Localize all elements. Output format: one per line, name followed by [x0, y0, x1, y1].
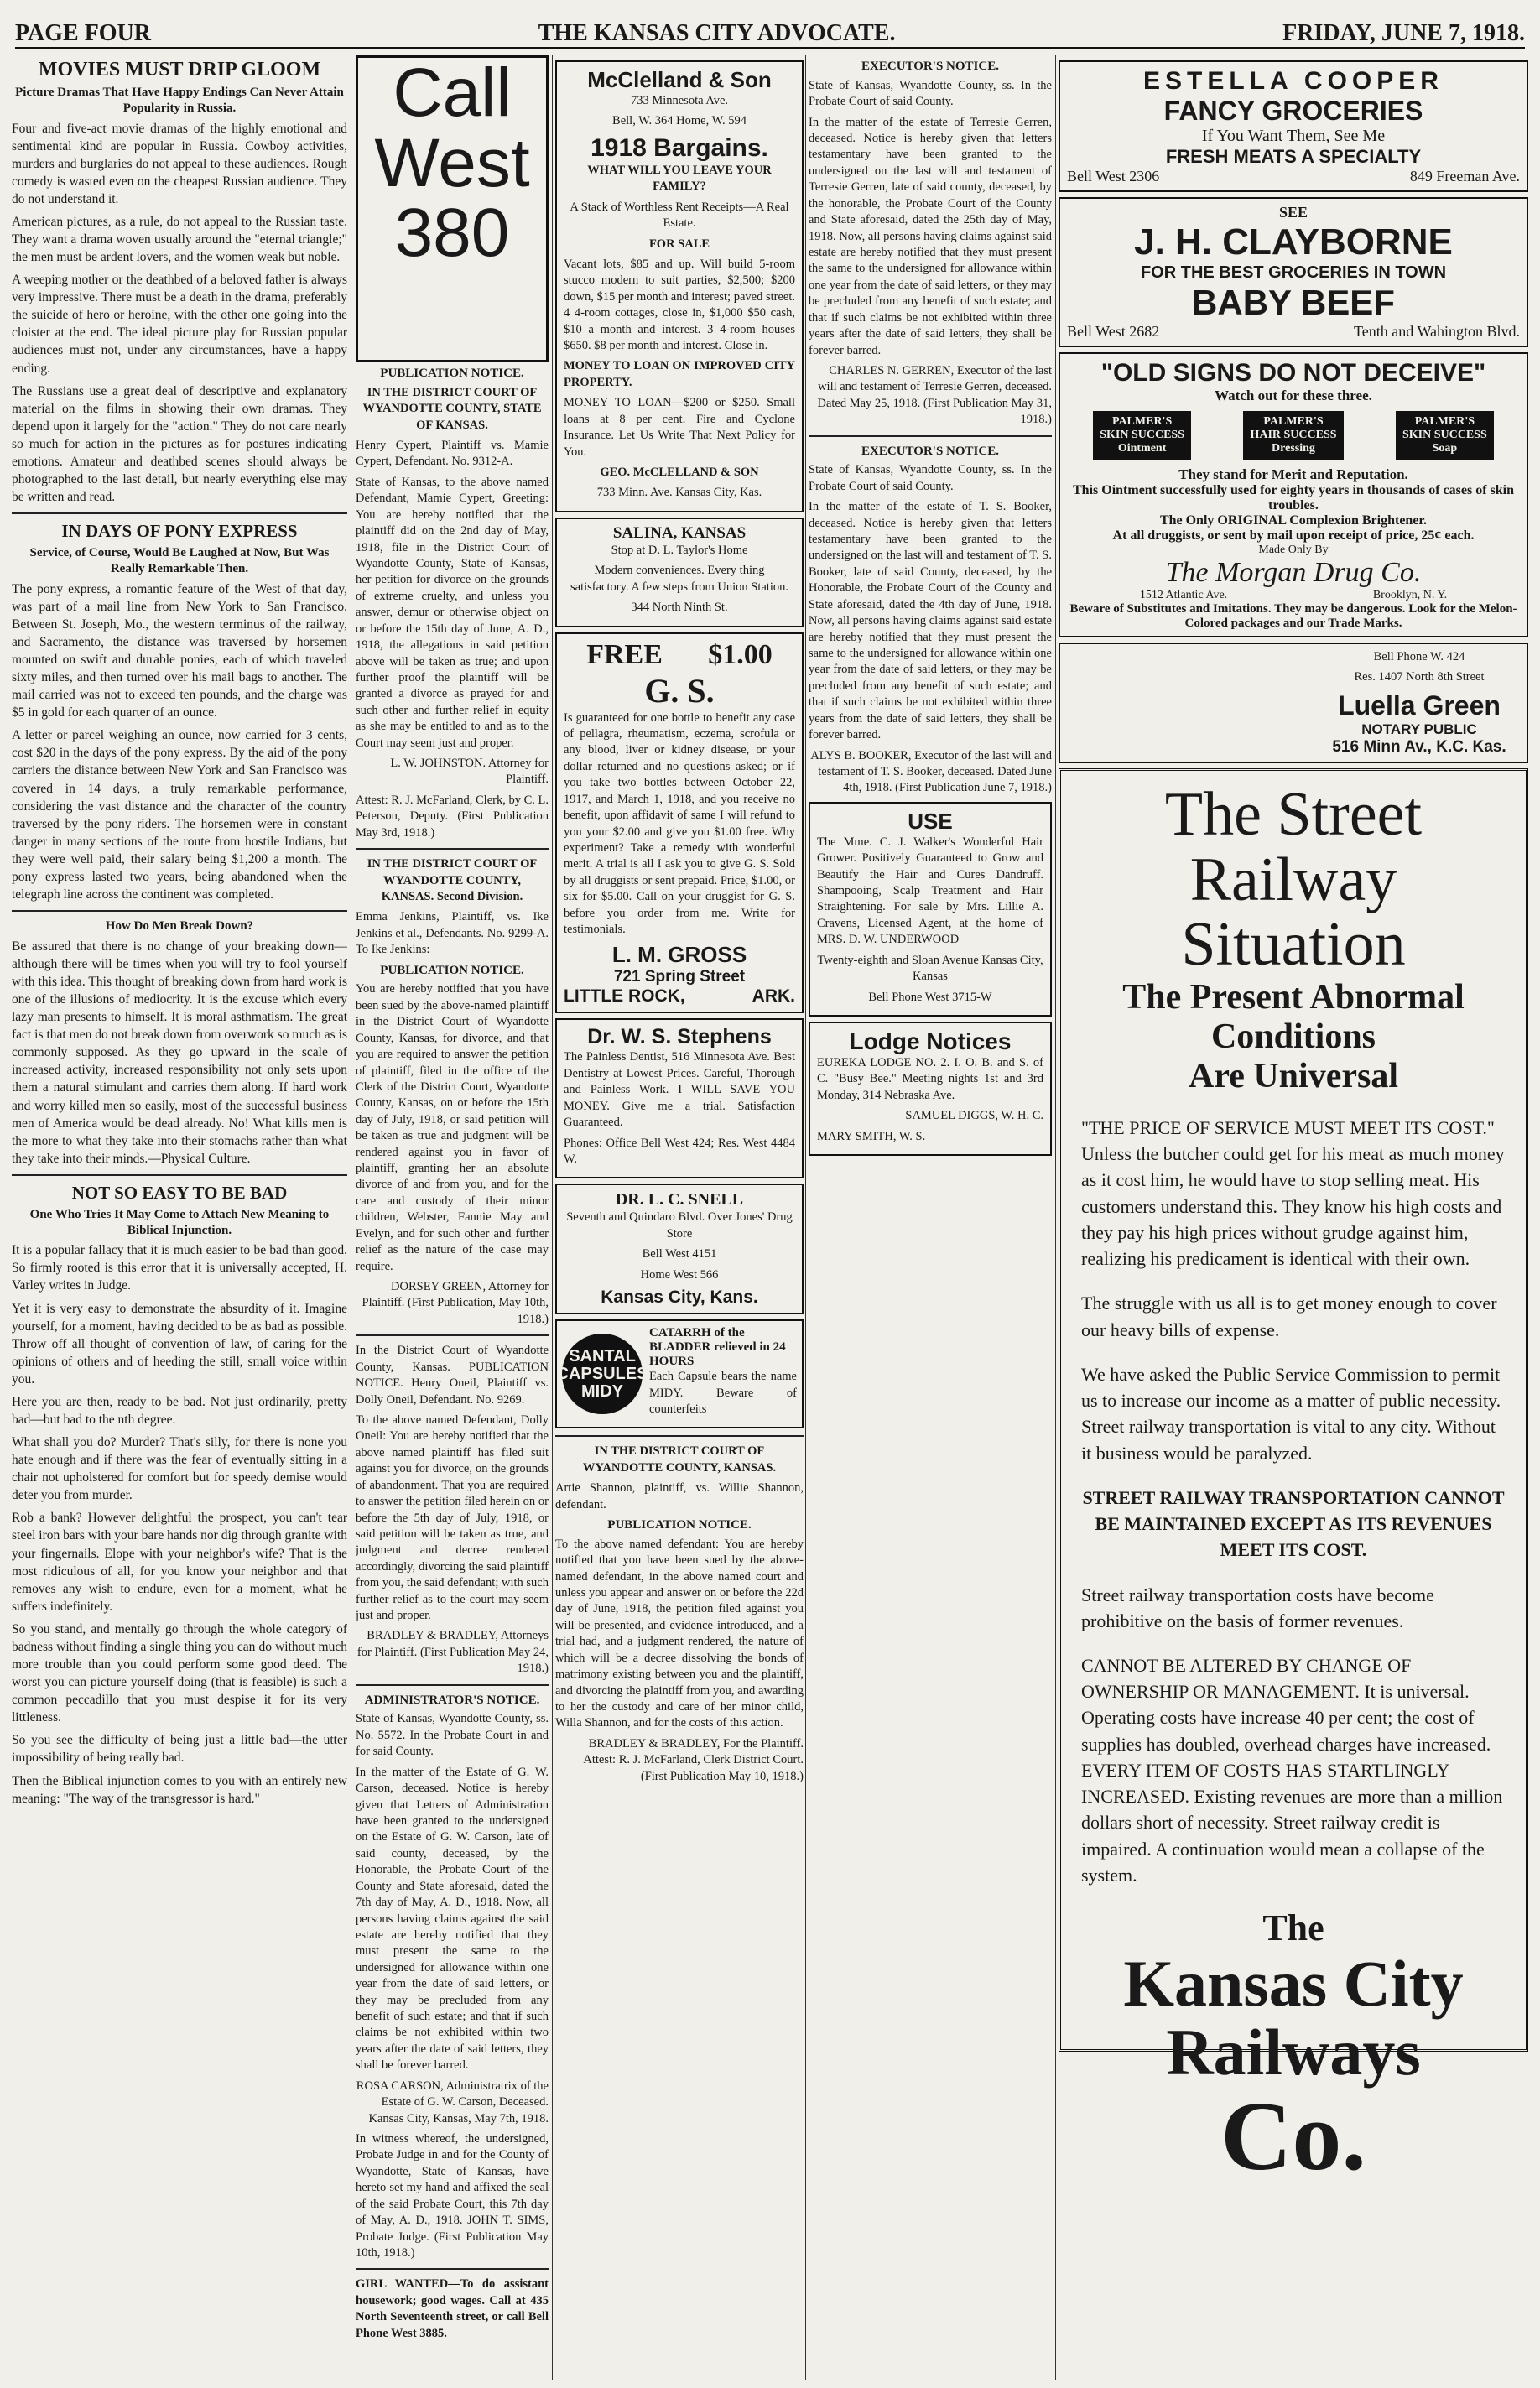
- badge-brand: PALMER'S: [1414, 415, 1475, 428]
- notice-body: In the matter of the estate of Terresie Gerren, deceased. Notice is hereby given that letters testamentary have been granted to the undersigned on the last will and testament of Terresie Gerren, late of said county, deceased, by the honorable, the Probate Court of the County and State aforesaid, dated the 25th day of May, 1918. Now, all persons having claims against said estate are hereby notified that they must present the same to the undersigned for allowance within one year from the date of said letters, or they may be precluded from any benefit of such estate; and that if such claims be not exhibited within three years after the date of said letters, they shall be forever barred.: [809, 115, 1052, 357]
- notice-court: State of Kansas, Wyandotte County, ss. In the Probate Court of said County.: [809, 463, 1052, 493]
- divider: [12, 1174, 347, 1176]
- article-paragraph: The pony express, a romantic feature of the West of that day, was part of a mail line from New York to San Francisco. Between St. Joseph, Mo., the western terminus of the railway, and Sacramento, the distance was traversed by horsemen mounted on swift and durable ponies, each of which traveled sixty miles, and then turned over his mail bags to another. The mail carried was not to exceed ten pounds, and the charge was $5 in gold for each quarter of an ounce.: [12, 581, 347, 721]
- column-3: [555, 55, 804, 2380]
- badge-brand: PALMER'S: [1263, 415, 1324, 428]
- article-paragraph: The Russians use a great deal of descriptive and explanatory material on the films in showing their own dramas. They depend upon it largely for the "action." They do not care nearly so much for action in the pictures as for postures indicating emotions. Amateur and deathbed scenes should always be photographed to the last detail, but nearly everything else may be written and read.: [12, 383, 347, 505]
- ad-maker: The Morgan Drug Co.: [1165, 557, 1422, 588]
- article-paragraph: What shall you do? Murder? That's silly, for there is none you hate enough and if there was the fear of eventually sitting in a chair not upholstered for comfort but for speedy demise would deter you from murder.: [12, 1435, 347, 1503]
- notice-attorney: BRADLEY & BRADLEY, For the Plaintiff. Attest: R. J. McFarland, Clerk District Court. (First Publication May 10, 1918.): [583, 1736, 804, 1783]
- article-paragraph: It is a popular fallacy that it is much easier to be bad than good. So firmly rooted is this error that it is universally accepted, H. Varley writes in Judge.: [12, 1243, 347, 1293]
- column-1: [12, 55, 347, 2380]
- lodge-body: EUREKA LODGE NO. 2. I. O. B. and S. of C. "Busy Bee." Meeting nights 1st and 3rd Monday, 314 Nebraska Ave.: [817, 1056, 1043, 1102]
- ad-title: DR. L. C. SNELL: [615, 1190, 744, 1210]
- ad-signature-article: The: [1262, 1907, 1324, 1949]
- article-headline: NOT SO EASY TO BE BAD: [71, 1182, 288, 1203]
- notice-heading: PUBLICATION NOTICE.: [380, 963, 524, 977]
- ad-title: McClelland & Son: [587, 67, 772, 92]
- ad-prefix: SEE: [1278, 204, 1308, 221]
- column-2: [356, 55, 549, 2380]
- article-headline: How Do Men Break Down?: [105, 919, 254, 934]
- ad-tagline: Watch out for these three.: [1215, 388, 1372, 403]
- ad-tagline: If You Want Them, See Me: [1201, 127, 1386, 145]
- ad-headline: USE: [908, 808, 953, 834]
- notice-body: In the matter of the Estate of G. W. Carson, deceased. Notice is hereby given that Letters of Administration have been granted to the undersigned on the Estate of G. W. Carson, late of said county, deceased, by the Honorable, the Probate Court of the County and State aforesaid, dated the 7th day of May, A. D., 1918. Now, all persons having claims against the said estate are hereby notified that they must present the same to the undersigned for allowance within one year from the date of said letters, or they may be precluded from any benefit of such estate; and that if such claims be not exhibited within two years after the date of said letters, they shall be forever barred.: [356, 1765, 549, 2073]
- badge-product: HAIR SUCCESS: [1250, 429, 1337, 441]
- column-rule: [1055, 55, 1056, 2380]
- ad-line: At all druggists, or sent by mail upon receipt of price, 25¢ each.: [1112, 528, 1475, 543]
- column-rule: [805, 55, 806, 2380]
- badge-product: SKIN SUCCESS: [1100, 429, 1184, 441]
- ad-product: G. S.: [644, 671, 715, 710]
- notice-parties: Artie Shannon, plaintiff, vs. Willie Shannon, defendant.: [555, 1481, 804, 1511]
- notice-court: State of Kansas, Wyandotte County, ss. No. 5572. In the Probate Court in and for said County.: [356, 1712, 549, 1759]
- ad-signature: Kansas City Railways: [1123, 1947, 1464, 2089]
- hair-success-dressing-badge: [1243, 411, 1343, 460]
- ad-address: Tenth and Wahington Blvd.: [1354, 323, 1520, 340]
- divider: [356, 2268, 549, 2270]
- ad-title: ESTELLA COOPER: [1143, 67, 1444, 95]
- estella-cooper-ad: [1059, 60, 1528, 192]
- notice-heading: ADMINISTRATOR'S NOTICE.: [364, 1693, 540, 1707]
- ad-line: They stand for Merit and Reputation.: [1178, 466, 1408, 482]
- ad-address: Seventh and Quindaro Blvd. Over Jones' Drug Store: [566, 1210, 793, 1241]
- santal-ad: [555, 1319, 804, 1428]
- column-4: [809, 55, 1052, 2380]
- ad-subtitle: Stop at D. L. Taylor's Home: [611, 543, 748, 557]
- ad-headline: BABY BEEF: [1192, 283, 1395, 322]
- notice-witness: In witness whereof, the undersigned, Probate Judge in and for the County of Wyandotte, State of Kansas, have hereto set my hand and affixed the seal of the said Probate Court, this 7th day of May, A. D., 1918. JOHN T. SIMS, Probate Judge. (First Publication May 10th, 1918.): [356, 2132, 549, 2260]
- badge-type: Soap: [1432, 442, 1458, 455]
- ad-paragraph: The struggle with us all is to get money enough to cover our heavy bills of expense.: [1081, 1293, 1497, 1340]
- ad-body: The Painless Dentist, 516 Minnesota Ave. Best Dentistry at Lowest Prices. Careful, Thorough and Painless Work. I WILL SAVE YOU MONEY. Give me a trial. Satisfaction Guaranteed.: [564, 1050, 795, 1130]
- divider: [12, 910, 347, 912]
- palmers-ad: [1059, 352, 1528, 637]
- ad-residence: Res. 1407 North 8th Street: [1354, 670, 1485, 684]
- ad-body: Is guaranteed for one bottle to benefit any case of pellagra, rheumatism, eczema, scrofula or any blood, liver or kidney disease, or your dollar returned and no questions asked; or if you take two bottles between October 22, 1917, and March 1, 1918, and you receive no benefit, upon affidavit of same I will refund to you your $2.00 and give you $1.00 free. Why experiment? Take a remedy with wonderful merit. A trial is all I ask you to give G. S. Sold by all druggists or sent prepaid. Price, $1.00, or six for $5.00. Call on your druggist for G. S. before you order from me. Write for testimonials.: [564, 710, 795, 937]
- ad-body: Modern conveniences. Every thing satisfactory. A few steps from Union Station.: [570, 564, 789, 594]
- ad-tagline: A Stack of Worthless Rent Receipts—A Real Estate.: [570, 200, 789, 231]
- article-paragraph: So you see the difficulty of being just a little bad—the utter impossibility of being really bad.: [12, 1733, 347, 1766]
- call-west-line-2: West: [374, 124, 530, 201]
- ad-for-sale: FOR SALE: [648, 237, 710, 251]
- ad-subtitle: Are Universal: [1188, 1056, 1398, 1095]
- ad-signature: L. M. GROSS: [611, 942, 747, 968]
- lodge-notices: [809, 1022, 1052, 1156]
- ad-phone: Bell West 4151: [642, 1247, 717, 1262]
- clayborne-ad: [1059, 197, 1528, 347]
- ad-phones: Phones: Office Bell West 424; Res. West 4484 W.: [564, 1136, 795, 1166]
- ad-paragraph: STREET RAILWAY TRANSPORTATION CANNOT BE MAINTAINED EXCEPT AS ITS REVENUES MEET ITS COST.: [1082, 1486, 1505, 1561]
- article-paragraph: Then the Biblical injunction comes to you with an entirely new meaning: "The way of the transgressor is hard.": [12, 1773, 347, 1806]
- ad-paragraph: "THE PRICE OF SERVICE MUST MEET ITS COST." Unless the butcher could get for his meat as much money as it cost him, he would have to stop selling meat. His customers understand this. They know his high costs and they pay his high prices without grudge against him, realizing his predicament is identical with their own.: [1081, 1117, 1505, 1270]
- street-railway-ad: [1059, 768, 1528, 2191]
- ad-title: J. H. CLAYBORNE: [1134, 221, 1453, 263]
- article-headline: MOVIES MUST DRIP GLOOM: [38, 59, 321, 81]
- article-paragraph: So you stand, and mentally go through the whole category of badness without finding a single thing you can do without much more trouble than you could perform some good deed. The worst you can picture yourself doing (that is feasible) is such a common peccadillo that you must despise it for its very littleness.: [12, 1621, 347, 1725]
- snell-ad: [555, 1184, 804, 1314]
- column-rule: [552, 55, 553, 2380]
- notice-body: In the matter of the estate of T. S. Booker, deceased. Notice is hereby given that letters testamentary have been granted to the undersigned on the last will and testament of T. S. Booker, late of said County, deceased, by the Honorable, the Probate Court of the County and State aforesaid, dated the 4th day of June, 1918. Now, all persons having claims against said estate are hereby notified that they must present the same to the undersigned for allowance within one year from the date of said letters, or they may be precluded from any benefit of such estate; and that if such claims be not exhibited within three years from the date of said letters, they shall be forever barred.: [809, 500, 1052, 742]
- santal-logo-icon: SANTAL CAPSULES MIDY: [562, 1334, 643, 1414]
- ad-address: 516 Minn Av., K.C. Kas.: [1332, 737, 1506, 756]
- notice-signature: CHARLES N. GERREN, Executor of the last will and testament of Terresie Gerren, deceased. Dated May 25, 1918. (First Publication May 31, 1918.): [817, 363, 1052, 427]
- ad-state: ARK.: [752, 986, 795, 1007]
- issue-date: FRIDAY, JUNE 7, 1918.: [1282, 20, 1525, 46]
- ad-question: WHAT WILL YOU LEAVE YOUR FAMILY?: [587, 163, 772, 194]
- ad-loans-detail: MONEY TO LOAN—$200 or $250. Small loans at 8 per cent. Fire and Cyclone Insurance. Let Us Write That Next Policy for You.: [564, 396, 795, 459]
- ad-price: $1.00: [708, 638, 773, 670]
- ad-city: Brooklyn, N. Y.: [1372, 589, 1448, 601]
- ad-line: The Only ORIGINAL Complexion Brightener.: [1159, 513, 1428, 528]
- ad-address: 733 Minn. Ave. Kansas City, Kas.: [596, 486, 762, 500]
- article-paragraph: Yet it is very easy to demonstrate the absurdity of it. Imagine yourself, for a moment, having decided to be as bad as possible. Throw off all thought of convention of law, of caring for the opinions of others and of heeding the still, small voice within you.: [12, 1301, 347, 1386]
- article-paragraph: Be assured that there is no change of your breaking down—although there will be times when you will try to fool yourself with this idea. This thought of breaking down from hard work is one of the illusions of mediocrity. It is the excuse which every lazy man presents to himself. It is moral asthmatism. The great fact is that men do not break down from overwork so much as is commonly supposed. As they go upward in the scale of increased activity, increased responsibility not only sets upon them a natural stimulant and carries them along. If hard work and worry killed men so easily, most of the successful business men of America would be dead already. No! What kills men is the more to what they take into their stomachs rather than what they take into their minds.—Physical Culture.: [12, 939, 347, 1166]
- notice-court: State of Kansas, Wyandotte County, ss. In the Probate Court of said County.: [809, 78, 1052, 109]
- ad-signature: GEO. McCLELLAND & SON: [600, 466, 759, 480]
- badge-product: SKIN SUCCESS: [1402, 429, 1487, 441]
- article-paragraph: Four and five-act movie dramas of the highly emotional and sentimental kind are popular in Russia. Cowboy activities, murders and burglaries do not appeal to these audiences. Rough comedy is wasted even on the cheapest Russian audience. They do not understand it.: [12, 121, 347, 206]
- ad-headline: CATARRH of the BLADDER relieved in 24 HOURS: [649, 1326, 786, 1369]
- ad-free: FREE: [586, 638, 663, 670]
- badge-brand: PALMER'S: [1111, 415, 1173, 428]
- walker-ad: [809, 802, 1052, 1017]
- ad-subtitle: The Present Abnormal Conditions: [1122, 977, 1465, 1056]
- notice-signature: ROSA CARSON, Administratrix of the Estate of G. W. Carson, Deceased. Kansas City, Kansas, May 7th, 1918.: [356, 2078, 549, 2125]
- newspaper-title: THE KANSAS CITY ADVOCATE.: [538, 20, 896, 46]
- notice-body: To the above named defendant: You are hereby notified that you have been sued by the above-named defendant, in the above named court and unless you appear and answer on or before the 22d day of June, 1918, the petition filed against you will be presented, and evidence introduced, and a trial had, and a judgment rendered, the nature of which will be a decree dissolving the bonds of matrimony existing between you and the plaintiff, and divorcing the plaintiff from you, and awarding to her the custody and care of her minor child, Willa Shannon, and for the costs of this action.: [555, 1537, 804, 1730]
- article-headline: IN DAYS OF PONY EXPRESS: [61, 521, 298, 542]
- ad-address: 849 Freeman Ave.: [1409, 168, 1520, 185]
- ad-loans: MONEY TO LOAN ON IMPROVED CITY PROPERTY.: [564, 359, 795, 389]
- ad-phone: Bell West 2682: [1067, 323, 1160, 340]
- notice-attorney: BRADLEY & BRADLEY, Attorneys for Plaintiff. (First Publication May 24, 1918.): [356, 1629, 549, 1676]
- ad-phone: Home West 566: [640, 1267, 719, 1282]
- badge-type: Ointment: [1117, 442, 1167, 455]
- notice-court: In the District Court of Wyandotte County, Kansas. PUBLICATION NOTICE. Henry Oneil, Plaintiff vs. Dolly Oneil, Defendant. No. 9269.: [356, 1344, 549, 1407]
- skin-success-ointment-badge: [1093, 411, 1191, 460]
- notice-heading: EXECUTOR'S NOTICE.: [861, 60, 999, 73]
- ad-city: LITTLE ROCK,: [564, 986, 685, 1007]
- article-subhead: One Who Tries It May Come to Attach New Meaning to Biblical Injunction.: [29, 1207, 330, 1237]
- notice-court: IN THE DISTRICT COURT OF WYANDOTTE COUNTY, KANSAS. Second Division.: [367, 857, 538, 903]
- ad-title: Luella Green: [1338, 689, 1501, 721]
- notice-body: To the above named Defendant, Dolly Oneil: You are hereby notified that the above named plaintiff has filed suit against you for divorce, on the grounds of abandonment. That you are required to answer the petition filed herein on or before the 5th day of July, 1918, or said petition will be taken as true, and judgment and decree rendered accordingly, divorcing the said plaintiff from you, the said defendant; with such further relief as to the court may seem just and proper.: [356, 1413, 549, 1623]
- notice-attorney: DORSEY GREEN, Attorney for Plaintiff. (First Publication, May 10th, 1918.): [362, 1280, 549, 1326]
- divider: [356, 848, 549, 850]
- ad-address: 1512 Atlantic Ave.: [1139, 589, 1228, 601]
- call-west-line-1: Call: [393, 55, 512, 131]
- notice-signature: ALYS B. BOOKER, Executor of the last will and testament of T. S. Booker, deceased. Dated June 4th, 1918. (First Publication June 7, 1918.): [810, 748, 1052, 795]
- notice-court: IN THE DISTRICT COURT OF WYANDOTTE COUNTY, STATE OF KANSAS.: [362, 385, 542, 432]
- ad-title: The Street Railway Situation: [1164, 779, 1423, 980]
- want-ad: GIRL WANTED—To do assistant housework; good wages. Call at 435 North Seventeenth street, or call Bell Phone West 3885.: [356, 2277, 549, 2340]
- ad-paragraph: CANNOT BE ALTERED BY CHANGE OF OWNERSHIP OR MANAGEMENT. It is universal. Operating costs have increase 40 per cent; the cost of supplies has doubled, overhead charges have increased. EVERY ITEM OF COSTS HAS STARTLINGLY INCREASED. Existing revenues are more than a million dollars short of necessity. Street railway credit is impaired. A continuation would mean a collapse of the system.: [1081, 1654, 1503, 1886]
- lodge-title: Lodge Notices: [849, 1028, 1012, 1055]
- ad-address: 344 North Ninth St.: [631, 601, 728, 615]
- article-subhead: Service, of Course, Would Be Laughed at Now, But Was Really Remarkable Then.: [29, 546, 330, 575]
- ad-address: 733 Minnesota Ave.: [630, 94, 729, 107]
- ad-city: Kansas City, Kans.: [601, 1288, 758, 1308]
- ad-warning: Beware of Substitutes and Imitations. They may be dangerous. Look for the Melon-Colored packages and our Trade Marks.: [1069, 602, 1517, 630]
- ad-paragraph: Street railway transportation costs have become prohibitive on the basis of former revenues.: [1081, 1584, 1434, 1631]
- call-west-ad: [356, 55, 549, 362]
- notice-parties: Emma Jenkins, Plaintiff, vs. Ike Jenkins et al., Defendants. No. 9299-A. To Ike Jenkins:: [356, 910, 549, 957]
- ad-phone: Bell Phone W. 424: [1373, 650, 1465, 663]
- free-gs-ad: [555, 632, 804, 1014]
- page-number: PAGE FOUR: [15, 20, 152, 46]
- ad-line: This Ointment successfully used for eighty years in thousands of cases of skin troubles.: [1073, 483, 1514, 512]
- ad-headline: "OLD SIGNS DO NOT DECEIVE": [1100, 359, 1486, 387]
- ad-specialty: FRESH MEATS A SPECIALTY: [1165, 146, 1422, 167]
- article-paragraph: American pictures, as a rule, do not appeal to the Russian taste. They want a drama woven usually around the "eternal triangle;" the men must be ardent lovers, and the women weak but noble.: [12, 214, 347, 265]
- ad-phones: Bell, W. 364 Home, W. 594: [612, 114, 747, 128]
- ad-subtitle: NOTARY PUBLIC: [1361, 721, 1477, 737]
- ad-address: 721 Spring Street: [613, 968, 746, 986]
- article-paragraph: A weeping mother or the deathbed of a beloved father is always very impressive. There must be a death in the drama, preferably the suicide of hero or heroine, with the other one going into the cloister at the end. The ideal picture play for Russian popular audiences must not, under any circumstances, have a happy ending.: [12, 273, 347, 376]
- call-west-number: 380: [394, 195, 510, 272]
- notice-attorney: L. W. JOHNSTON. Attorney for Plaintiff.: [390, 757, 549, 787]
- mcclelland-ad: [555, 60, 804, 512]
- notice-heading: EXECUTOR'S NOTICE.: [861, 444, 999, 458]
- notice-attest: Attest: R. J. McFarland, Clerk, by C. L. Peterson, Deputy. (First Publication May 3rd, 1918.): [356, 793, 549, 840]
- ad-headline: FANCY GROCERIES: [1163, 96, 1423, 126]
- skin-success-soap-badge: [1396, 411, 1494, 460]
- notice-court: IN THE DISTRICT COURT OF WYANDOTTE COUNTY, KANSAS.: [582, 1444, 777, 1475]
- notice-body: State of Kansas, to the above named Defendant, Mamie Cypert, Greeting: You are hereby notified that the plaintiff did on the 2nd day of May, 1918, file in the District Court of Wyandotte County, State of Kansas, her petition for divorce on the grounds of extreme cruelty, and unless you answer, demur or otherwise object on or before the 15th day of June, A. D., 1918, the allegations in said petition above will be taken as true; and upon further proof the plaintiff will be granted a divorce as prayed for and such other and further relief in equity as she may be entitled to and as to the Court may seem just and proper.: [356, 475, 549, 750]
- ad-body: Each Capsule bears the name MIDY. Beware of counterfeits: [649, 1370, 797, 1416]
- notice-heading: PUBLICATION NOTICE.: [607, 1518, 752, 1532]
- stephens-ad: [555, 1018, 804, 1178]
- ad-line: Made Only By: [1258, 544, 1329, 556]
- article-paragraph: Rob a bank? However delightful the prospect, you can't tear steel iron bars with your bare hands nor dig through granite with your fingernails. Elope with your neighbor's wife? That is the most ridiculous of all, for you know your neighbor and that removes any wish to endure, even for a moment, what he suffers indefinitely.: [12, 1511, 347, 1614]
- badge-type: Dressing: [1272, 442, 1315, 455]
- ad-paragraph: We have asked the Public Service Commission to permit us to increase our income as a matter of public necessity. Street railway transportation is vital to any city. Without it business would be paralyzed.: [1081, 1363, 1501, 1464]
- salina-ad: [555, 518, 804, 627]
- notice-parties: Henry Cypert, Plaintiff vs. Mamie Cypert, Defendant. No. 9312-A.: [356, 439, 549, 469]
- divider: [356, 1684, 549, 1686]
- divider: [12, 512, 347, 514]
- column-5: [1059, 55, 1528, 2380]
- ad-signature-co: Co.: [1220, 2080, 1366, 2191]
- ad-tagline: FOR THE BEST GROCERIES IN TOWN: [1140, 263, 1447, 282]
- masthead: [15, 18, 1525, 49]
- article-subhead: Picture Dramas That Have Happy Endings Can Never Attain Popularity in Russia.: [15, 86, 344, 115]
- lodge-officer: SAMUEL DIGGS, W. H. C.: [905, 1109, 1043, 1123]
- ad-title: Dr. W. S. Stephens: [587, 1025, 772, 1049]
- ad-listings: Vacant lots, $85 and up. Will build 5-room stucco modern to suit parties, $2,500; $200 down, $15 per month and interest; paved street. 4 4-room cottages, close in, $1,000 $50 cash, $10 a month and interest. 3 4-room houses $650. $8 per month and interest. Close in.: [564, 257, 795, 353]
- ad-headline: 1918 Bargains.: [591, 133, 768, 162]
- article-paragraph: Here you are then, ready to be bad. Not just ordinarily, pretty bad—but bad to the nth degree.: [12, 1394, 347, 1428]
- ad-body: The Mme. C. J. Walker's Wonderful Hair Grower. Positively Guaranteed to Grow and Beautify the Hair and Cures Dandruff. Shampooing, Scalp Treatment and Hair Straightening. For sale by Mrs. Lillie A. Cravens, Licensed Agent, at the home of MRS. D. W. UNDERWOOD: [817, 835, 1043, 947]
- lodge-officer: MARY SMITH, W. S.: [817, 1129, 926, 1143]
- divider: [356, 1334, 549, 1336]
- divider: [555, 1435, 804, 1437]
- luella-green-ad: [1059, 643, 1528, 763]
- article-paragraph: A letter or parcel weighing an ounce, now carried for 3 cents, cost $20 in the days of the pony express. By the aid of the pony carriers the distance between New York and San Francisco was covered in 14 days, a truly remarkable performance, considering the vast distance and the character of the country traversed by the pony riders. The horsemen were in constant danger in many sections of the route from hostile Indians, but they were well paid, their salary being $1,200 a month. The pony express lasted two years, being abandoned when the telegraph line across the continent was completed.: [12, 728, 347, 902]
- ad-phone: Bell West 2306: [1067, 168, 1160, 185]
- notice-body: You are hereby notified that you have been sued by the above-named plaintiff in the District Court of Wyandotte County, Kansas, for divorce, and that you are required to answer the petition of plaintiff, filed in the office of the Clerk of the District Court, Wyandotte County, Kansas, on or before the 15th day of July, 1918, or said petition will be taken as true and judgment will be rendered against you in favor of plaintiff, granting her an absolute divorce of and from you, and for the care and custody of their minor children, Webster, Fannie May and Evelyn, and for such other and further relief as the nature of the case may require.: [356, 982, 549, 1273]
- ad-title: SALINA, KANSAS: [612, 523, 747, 542]
- divider: [809, 435, 1052, 437]
- notice-heading: PUBLICATION NOTICE.: [380, 367, 524, 380]
- ad-address: Twenty-eighth and Sloan Avenue Kansas City, Kansas: [817, 953, 1043, 984]
- ad-phone: Bell Phone West 3715-W: [868, 990, 992, 1004]
